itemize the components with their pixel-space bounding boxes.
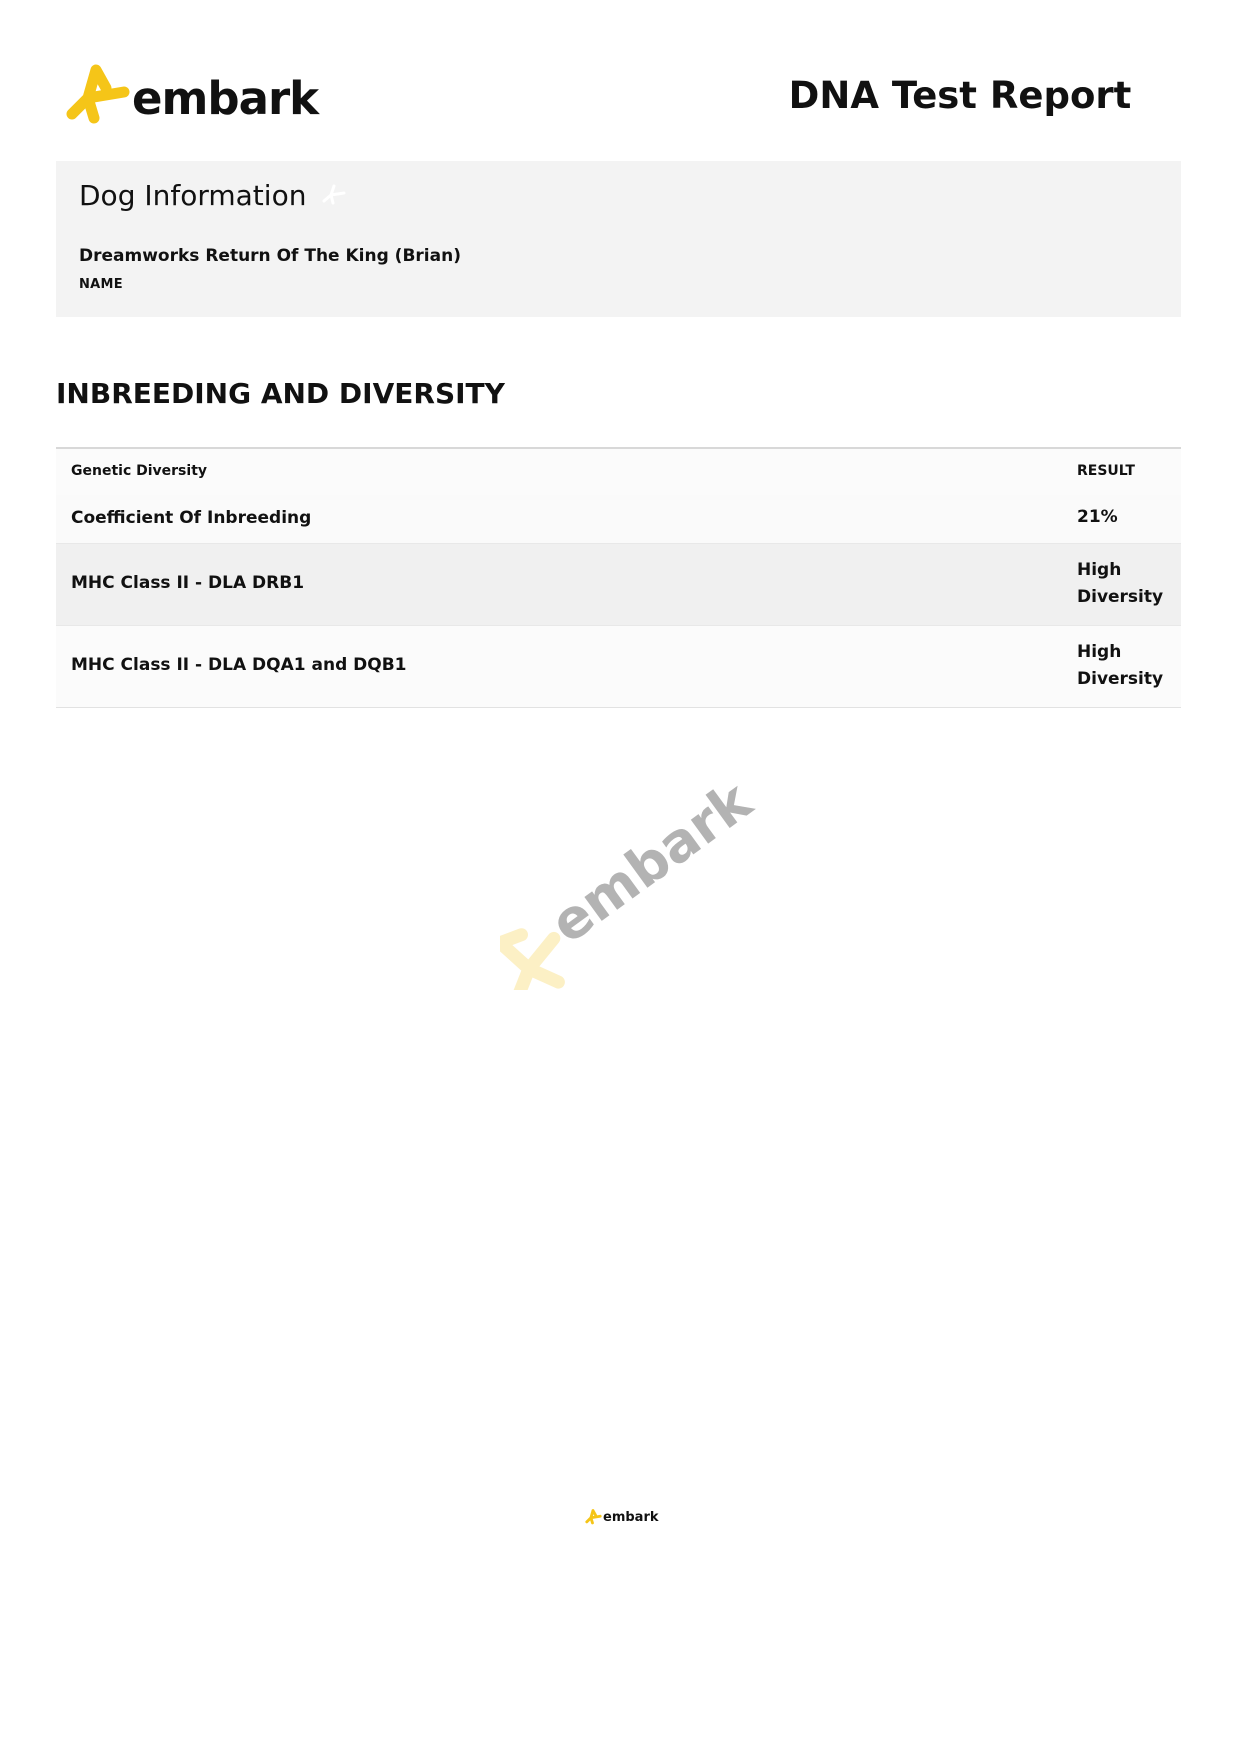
dog-name-value: Dreamworks Return Of The King (Brian) xyxy=(79,246,461,266)
embark-logo-icon xyxy=(66,64,130,126)
embark-watermark-icon xyxy=(500,770,780,990)
diversity-table xyxy=(56,447,1181,708)
row-metric: Coefficient Of Inbreeding xyxy=(71,508,312,528)
footer-logo-icon xyxy=(585,1509,602,1525)
row-result: 21% xyxy=(1077,507,1118,527)
dog-information-title: Dog Information xyxy=(79,179,307,212)
report-header xyxy=(0,0,1237,150)
header-result: RESULT xyxy=(1077,463,1135,479)
section-title: INBREEDING AND DIVERSITY xyxy=(56,377,505,410)
table-row xyxy=(56,495,1181,543)
row-result: High Diversity xyxy=(1077,642,1164,689)
footer-logo-text: embark xyxy=(603,1509,659,1525)
logo-text: embark xyxy=(132,71,319,125)
table-header xyxy=(56,449,1181,495)
embark-watermark xyxy=(500,770,780,990)
header-metric: Genetic Diversity xyxy=(71,463,208,479)
embark-mark-icon xyxy=(322,179,346,212)
embark-logo xyxy=(66,60,318,130)
report-title: DNA Test Report xyxy=(788,74,1132,117)
dog-information-heading xyxy=(79,179,346,212)
watermark-text: embark xyxy=(539,770,763,956)
row-metric: MHC Class II - DLA DRB1 xyxy=(71,573,305,593)
row-result: High Diversity xyxy=(1077,560,1164,607)
dog-information-panel xyxy=(56,161,1181,317)
footer-logo xyxy=(585,1509,659,1525)
table-row xyxy=(56,625,1181,707)
table-row xyxy=(56,543,1181,625)
row-metric: MHC Class II - DLA DQA1 and DQB1 xyxy=(71,655,407,675)
dog-name-label: NAME xyxy=(79,277,123,292)
